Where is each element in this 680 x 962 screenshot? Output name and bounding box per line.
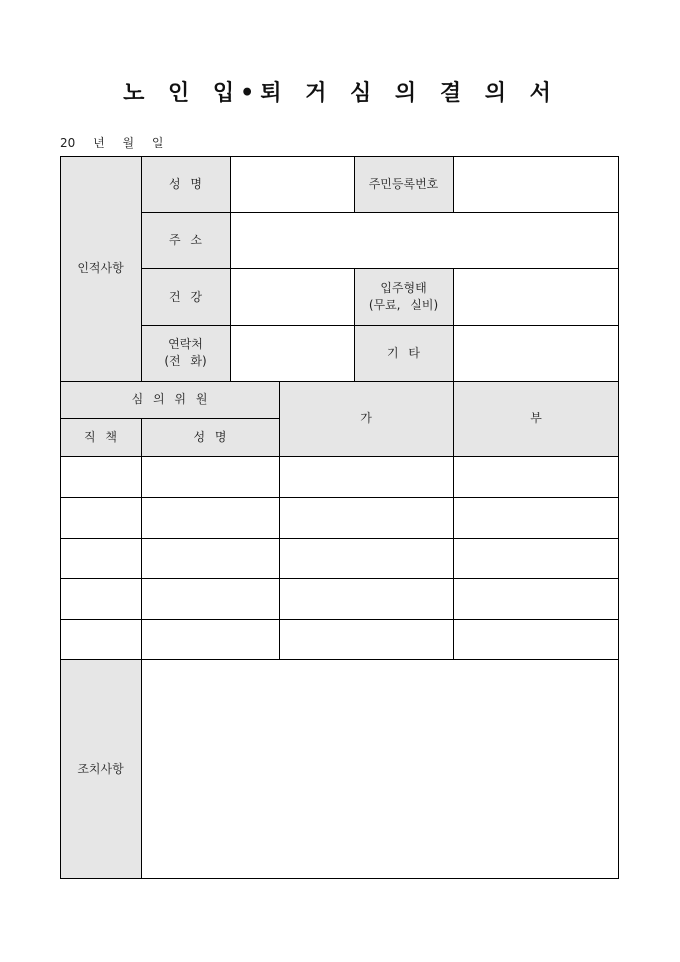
row-approve-field[interactable] (279, 538, 453, 578)
grid-line (141, 418, 142, 879)
contact-field[interactable] (230, 325, 354, 381)
grid-line (60, 418, 279, 419)
residence-type-label: 입주형태 (무료, 실비) (354, 269, 453, 325)
row-approve-field[interactable] (279, 497, 453, 538)
name-field[interactable] (230, 156, 354, 212)
row-name-field[interactable] (141, 497, 279, 538)
grid-line (141, 156, 142, 381)
grid-line (453, 156, 454, 212)
row-name-field[interactable] (141, 538, 279, 578)
action-label: 조치사항 (60, 660, 141, 879)
id-number-field[interactable] (453, 156, 619, 212)
contact-label: 연락처 (전 화) (141, 325, 230, 381)
document-title: 노 인 입•퇴 거 심 의 결 의 서 (123, 80, 557, 106)
reject-label: 부 (453, 381, 619, 456)
row-name-field[interactable] (141, 456, 279, 497)
approve-label: 가 (279, 381, 453, 456)
other-field[interactable] (453, 325, 619, 381)
committee-position-label: 직 책 (60, 418, 141, 456)
row-approve-field[interactable] (279, 578, 453, 619)
committee-header: 심 의 위 원 (60, 381, 279, 418)
row-position-field[interactable] (60, 619, 141, 660)
row-name-field[interactable] (141, 578, 279, 619)
row-reject-field[interactable] (453, 538, 619, 578)
row-reject-field[interactable] (453, 578, 619, 619)
grid-line (60, 878, 619, 879)
grid-line (60, 538, 619, 539)
grid-line (354, 268, 355, 381)
row-name-field[interactable] (141, 619, 279, 660)
grid-line (60, 381, 619, 382)
row-reject-field[interactable] (453, 619, 619, 660)
action-field[interactable] (141, 660, 619, 879)
grid-line (60, 659, 619, 660)
grid-line (60, 578, 619, 579)
grid-line (354, 156, 355, 212)
row-position-field[interactable] (60, 538, 141, 578)
grid-line (60, 497, 619, 498)
health-field[interactable] (230, 269, 354, 325)
grid-line (618, 156, 619, 879)
row-approve-field[interactable] (279, 456, 453, 497)
grid-line (453, 268, 454, 659)
grid-line (60, 456, 619, 457)
grid-line (60, 619, 619, 620)
row-position-field[interactable] (60, 497, 141, 538)
date-line: 20 년 월 일 (60, 136, 164, 150)
row-reject-field[interactable] (453, 497, 619, 538)
row-position-field[interactable] (60, 578, 141, 619)
name-label: 성 명 (141, 156, 230, 212)
grid-line (141, 325, 619, 326)
health-label: 건 강 (141, 269, 230, 325)
grid-line (141, 268, 619, 269)
grid-line (60, 156, 61, 879)
row-reject-field[interactable] (453, 456, 619, 497)
grid-line (141, 212, 619, 213)
committee-name-label: 성 명 (141, 418, 279, 456)
address-field[interactable] (230, 212, 619, 269)
id-number-label: 주민등록번호 (354, 156, 453, 212)
personal-info-label: 인적사항 (60, 156, 141, 381)
row-position-field[interactable] (60, 456, 141, 497)
other-label: 기 타 (354, 325, 453, 381)
grid-line (230, 156, 231, 381)
grid-line (279, 381, 280, 659)
row-approve-field[interactable] (279, 619, 453, 660)
address-label: 주 소 (141, 212, 230, 269)
residence-type-field[interactable] (453, 269, 619, 325)
grid-line (60, 156, 619, 157)
